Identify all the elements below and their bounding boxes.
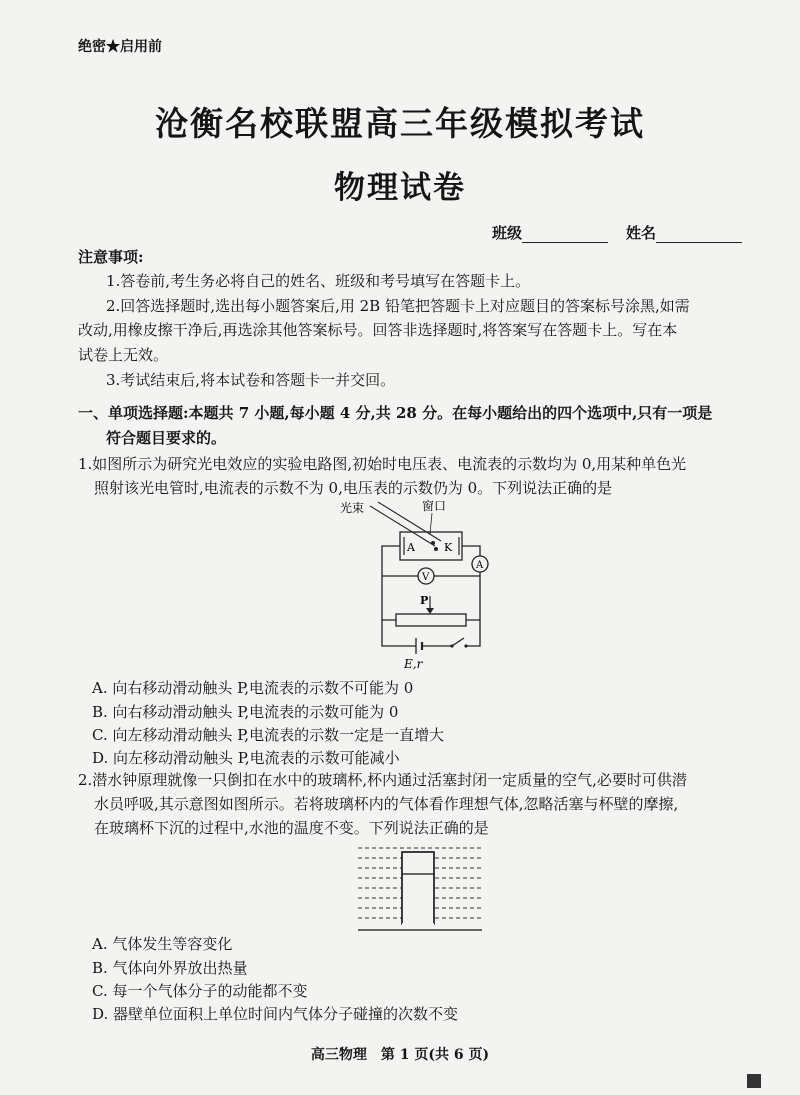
exam-subtitle: 物理试卷 xyxy=(334,170,466,206)
q2-option-b: B. 气体向外界放出热量 xyxy=(92,959,248,977)
exam-title: 沧衡名校联盟高三年级模拟考试 xyxy=(155,104,645,143)
student-info-row xyxy=(492,222,760,243)
page-footer: 高三物理 第 1 页(共 6 页) xyxy=(310,1047,490,1063)
anode-label: A xyxy=(407,541,415,554)
section-1-heading-cont: 符合题目要求的。 xyxy=(106,429,227,447)
q1-option-d: D. 向左移动滑动触头 P,电流表的示数可能减小 xyxy=(92,749,400,767)
q1-option-c: C. 向左移动滑动触头 P,电流表的示数一定是一直增大 xyxy=(92,726,445,744)
q1-circuit-figure xyxy=(340,496,510,676)
q1-stem-line2: 照射该光电管时,电流表的示数不为 0,电压表的示数仍为 0。下列说法正确的是 xyxy=(94,479,613,497)
q2-stem-line1: 2.潜水钟原理就像一只倒扣在水中的玻璃杯,杯内通过活塞封闭一定质量的空气,必要时可供潜 xyxy=(78,771,687,789)
voltmeter-label: V xyxy=(422,572,430,583)
name-blank xyxy=(656,228,742,243)
q2-option-a: A. 气体发生等容变化 xyxy=(92,935,233,953)
beam-label: 光束 xyxy=(340,501,365,515)
scanner-qr-logo xyxy=(747,1074,761,1088)
q2-diving-bell-figure xyxy=(358,842,488,932)
q1-option-a: A. 向右移动滑动触头 P,电流表的示数不可能为 0 xyxy=(92,679,414,697)
rheostat xyxy=(396,614,466,626)
secret-label: 绝密★启用前 xyxy=(78,39,162,55)
glass-cup xyxy=(402,852,434,924)
q1-option-b: B. 向右移动滑动触头 P,电流表的示数可能为 0 xyxy=(92,703,399,721)
section-1-heading: 一、单项选择题:本题共 7 小题,每小题 4 分,共 28 分。在每小题给出的四个选项中,只有一项是 xyxy=(78,404,713,422)
notice-item-1: 1.答卷前,考生务必将自己的姓名、班级和考号填写在答题卡上。 xyxy=(106,272,531,290)
cathode-label: K xyxy=(444,541,453,554)
q2-stem-line2: 水员呼吸,其示意图如图所示。若将玻璃杯内的气体看作理想气体,忽略活塞与杯壁的摩擦, xyxy=(94,795,679,813)
q2-option-d: D. 器壁单位面积上单位时间内气体分子碰撞的次数不变 xyxy=(92,1005,459,1023)
class-blank xyxy=(522,228,608,243)
notice-item-2-cont: 改动,用橡皮擦干净后,再选涂其他答案标号。回答非选择题时,将答案写在答题卡上。写在本 xyxy=(78,321,678,339)
name-label: 姓名 xyxy=(626,224,657,242)
notice-item-3: 3.考试结束后,将本试卷和答题卡一并交回。 xyxy=(106,371,396,389)
q2-option-c: C. 每一个气体分子的动能都不变 xyxy=(92,982,308,1000)
q2-stem-line3: 在玻璃杯下沉的过程中,水池的温度不变。下列说法正确的是 xyxy=(94,819,489,837)
notice-heading: 注意事项: xyxy=(78,248,144,266)
window-label: 窗口 xyxy=(422,499,447,513)
notice-item-2: 2.回答选择题时,选出每小题答案后,用 2B 铅笔把答题卡上对应题目的答案标号涂黑,如需 xyxy=(106,297,690,315)
source-label: E,r xyxy=(404,657,423,671)
class-label: 班级 xyxy=(492,224,523,242)
notice-item-2-end: 试卷上无效。 xyxy=(78,346,169,364)
slider-label: P xyxy=(420,594,429,607)
ammeter-label: A xyxy=(476,560,484,571)
q1-stem-line1: 1.如图所示为研究光电效应的实验电路图,初始时电压表、电流表的示数均为 0,用某种单色光 xyxy=(78,455,687,473)
